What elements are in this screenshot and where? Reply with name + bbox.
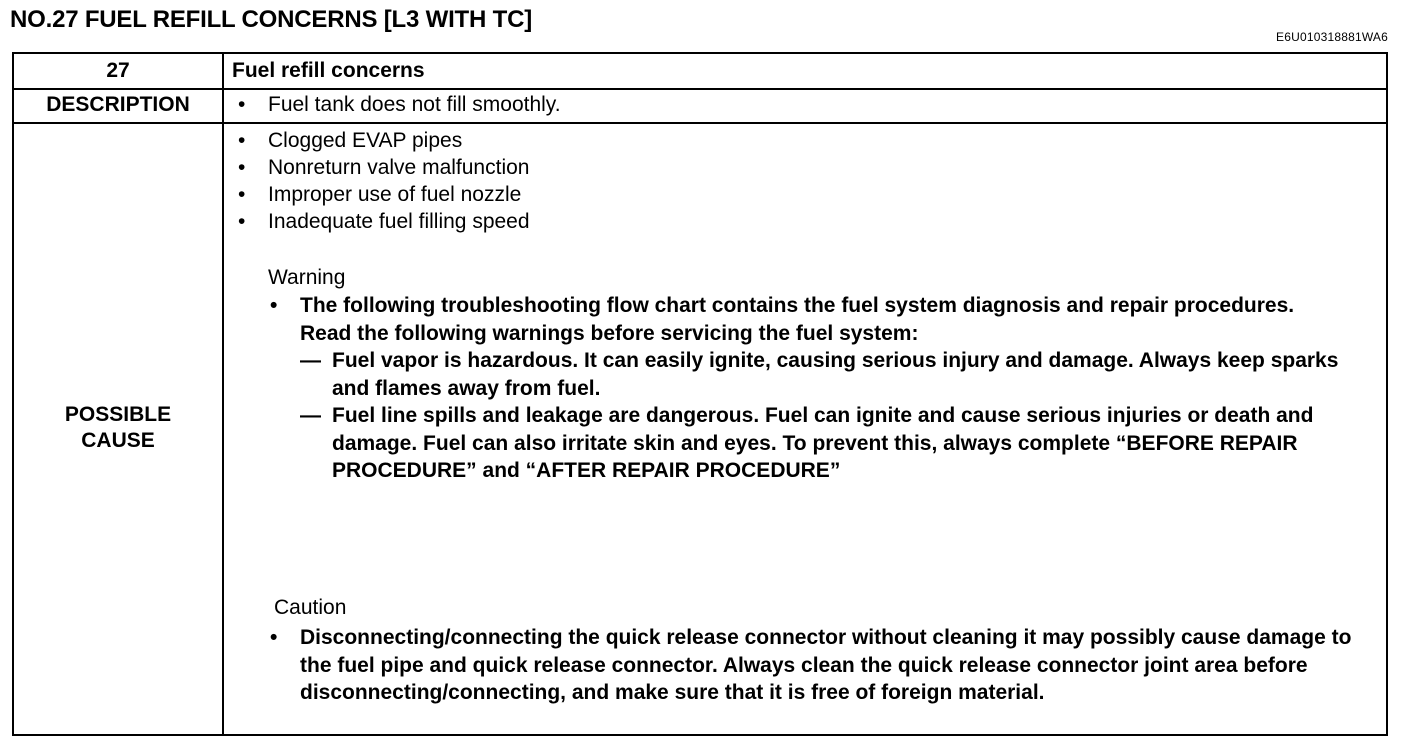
cause-item: • Clogged EVAP pipes (236, 127, 1376, 154)
warning-intro: • The following troubleshooting flow chart contains the fuel system diagnosis and repair procedures. Read the following warnings before servicing the fuel system: (268, 292, 1348, 347)
document-code: E6U010318881WA6 (1276, 30, 1388, 44)
possible-cause-label-line2: CAUSE (81, 429, 155, 452)
caution-heading: Caution (274, 596, 347, 619)
description-content (236, 91, 1376, 118)
column-divider (222, 54, 224, 734)
description-label: DESCRIPTION (46, 93, 190, 116)
row-divider-description (14, 122, 1386, 124)
row-divider-header (14, 88, 1386, 90)
possible-cause-label-line1: POSSIBLE (64, 403, 172, 426)
row-title-cell: Fuel refill concerns (232, 59, 425, 82)
warning-points (300, 347, 1348, 485)
cause-item: • Nonreturn valve malfunction (236, 154, 1376, 181)
cause-list (236, 127, 1376, 235)
caution-text: • Disconnecting/connecting the quick release connector without cleaning it may possibly cause damage to the fuel pipe and quick release connector. Always clean the quick release connector joint area before disconnecting/connecting, and make sure that it is free of foreign material. (268, 624, 1358, 707)
warning-block (268, 292, 1348, 485)
row-number-cell: 27 (106, 59, 130, 82)
possible-cause-label (14, 402, 222, 454)
troubleshooting-table (12, 52, 1388, 736)
description-item: • Fuel tank does not fill smoothly. (236, 91, 1376, 118)
caution-block (268, 624, 1358, 707)
page-title: NO.27 FUEL REFILL CONCERNS [L3 WITH TC] (10, 6, 532, 33)
warning-point: — Fuel vapor is hazardous. It can easily ignite, causing serious injury and damage. Always keep sparks and flames away from fuel. (300, 347, 1348, 402)
cause-item: • Improper use of fuel nozzle (236, 181, 1376, 208)
warning-point: — Fuel line spills and leakage are dangerous. Fuel can ignite and cause serious injuries or death and damage. Fuel can also irritate skin and eyes. To prevent this, always complete “BEFORE REPAIR PROCEDURE” and “AFTER REPAIR PROCEDURE” (300, 402, 1348, 485)
cause-item: • Inadequate fuel filling speed (236, 208, 1376, 235)
warning-heading: Warning (268, 266, 346, 289)
